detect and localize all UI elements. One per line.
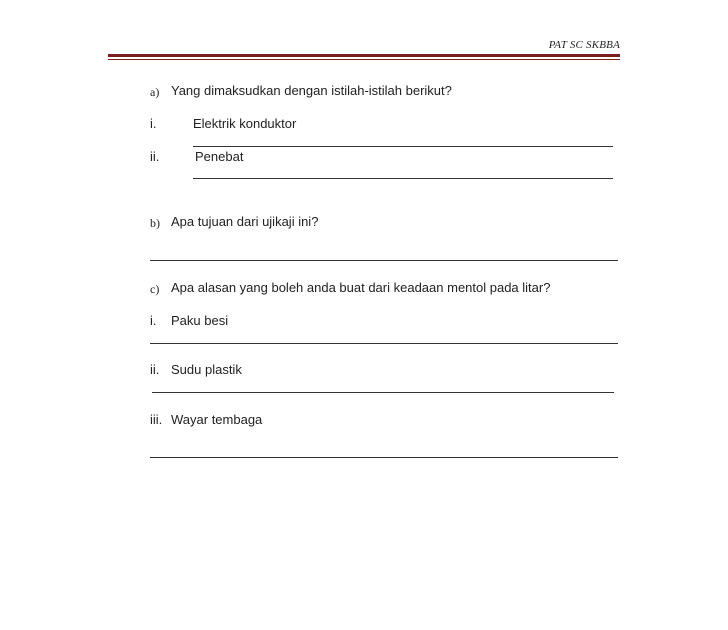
- answer-line-b[interactable]: [150, 260, 618, 261]
- question-c-item-1-label: Paku besi: [171, 313, 229, 328]
- question-c-item-2-marker: ii.: [150, 362, 160, 377]
- question-a-item-1-label: Elektrik konduktor: [193, 116, 297, 131]
- header-rule-thick: [108, 54, 620, 57]
- question-c-text: Apa alasan yang boleh anda buat dari keadaan mentol pada litar?: [171, 280, 551, 295]
- answer-line-a-1[interactable]: [193, 146, 613, 147]
- question-a-item-1-marker: i.: [150, 116, 157, 131]
- question-c-marker: c): [150, 282, 160, 296]
- header-rule-thin: [108, 59, 620, 60]
- question-c-item-3-label: Wayar tembaga: [171, 412, 263, 427]
- question-b-text: Apa tujuan dari ujikaji ini?: [171, 214, 319, 229]
- answer-line-c-1[interactable]: [150, 343, 618, 344]
- question-c-item-2-label: Sudu plastik: [171, 362, 242, 377]
- question-a-item-2-label: Penebat: [195, 149, 244, 164]
- question-a-text: Yang dimaksudkan dengan istilah-istilah berikut?: [171, 83, 452, 98]
- answer-line-c-3[interactable]: [150, 457, 618, 458]
- question-a-item-2-marker: ii.: [150, 149, 160, 164]
- question-b-marker: b): [150, 216, 160, 230]
- answer-line-c-2[interactable]: [152, 392, 614, 393]
- document-header-tag: PAT SC SKBBA: [548, 39, 620, 51]
- question-a-marker: a): [150, 85, 160, 99]
- question-c-item-3-marker: iii.: [150, 412, 163, 427]
- answer-line-a-2[interactable]: [193, 178, 613, 179]
- question-c-item-1-marker: i.: [150, 313, 157, 328]
